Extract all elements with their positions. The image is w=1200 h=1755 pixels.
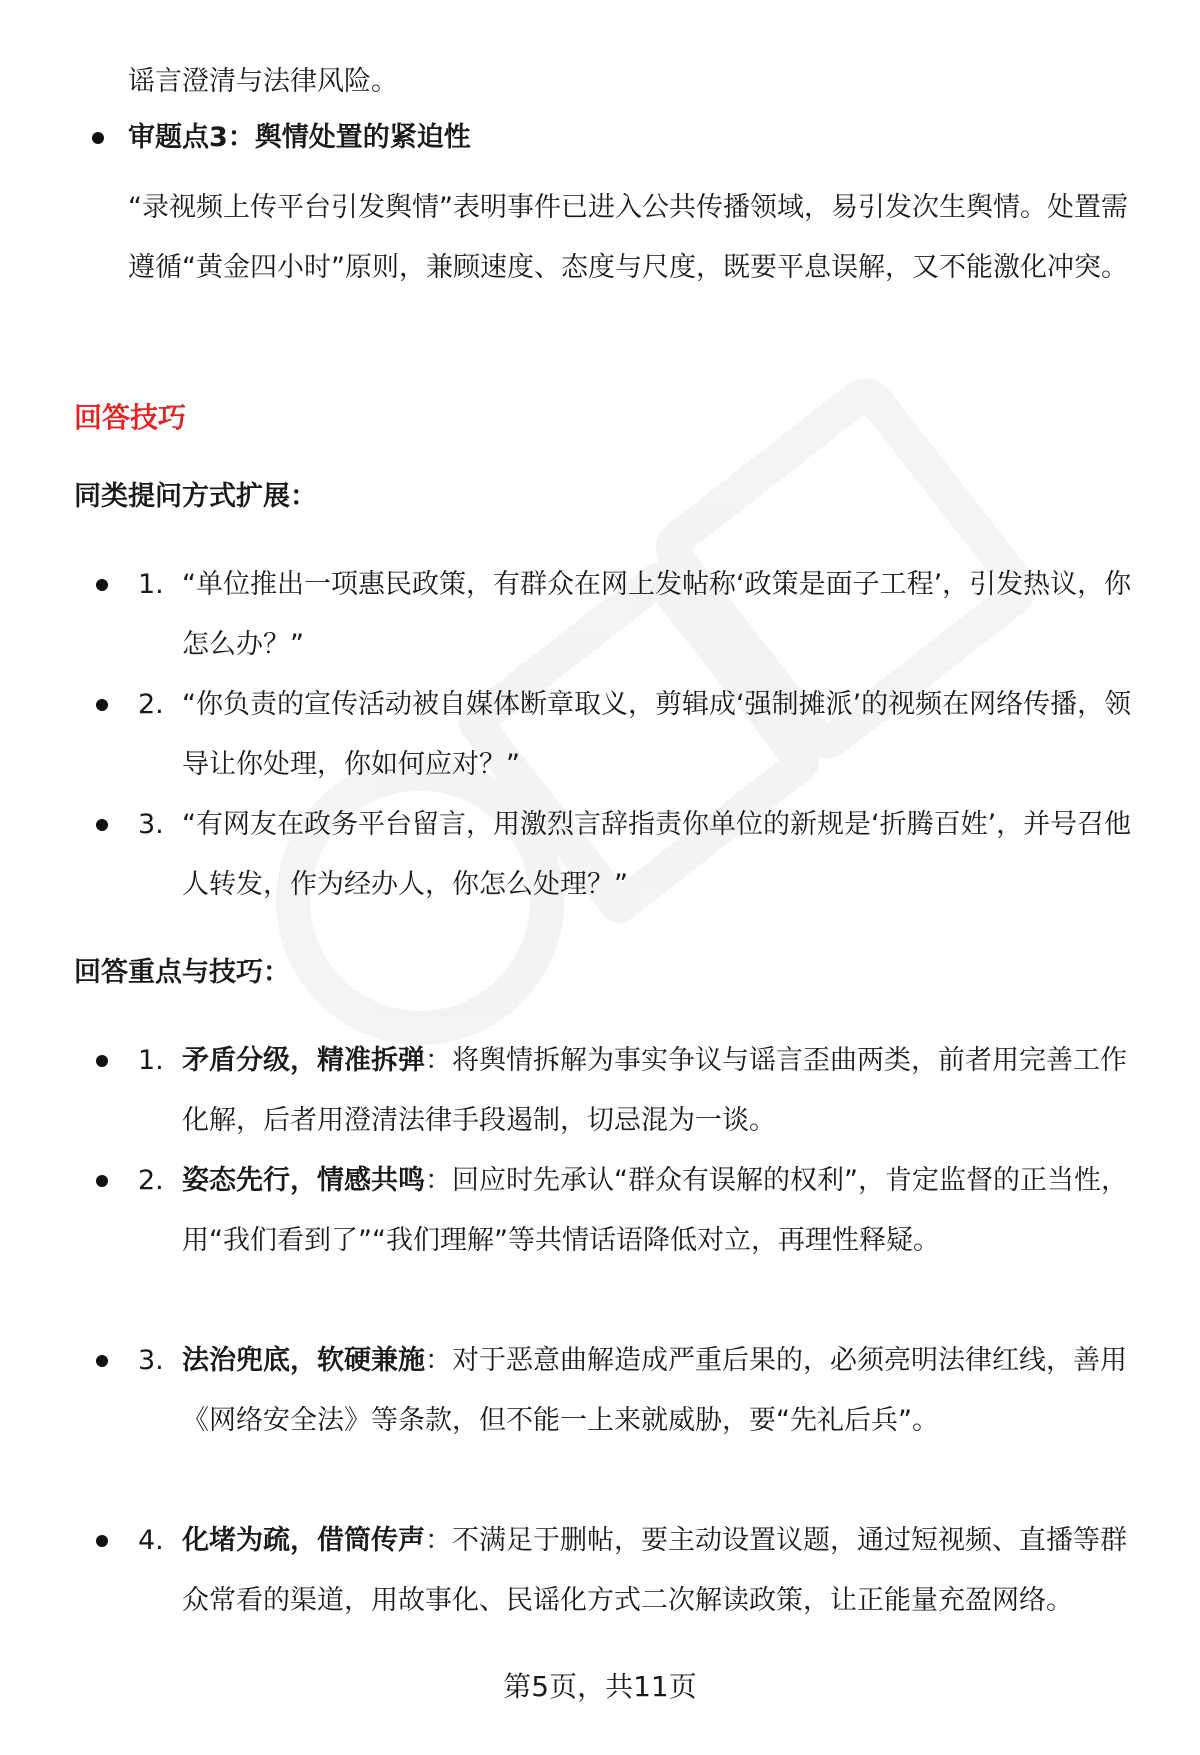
section-title: 回答技巧 [74,401,187,434]
item-text: “你负责的宣传活动被自媒体断章取义，剪辑成‘强制摊派’的视频在网络传播，领导让你处理，你如何应对？” [182,689,1132,780]
item-text: “有网友在政务平台留言，用激烈言辞指责你单位的新规是‘折腾百姓’，并号召他人转发，作为经办人，你怎么处理？” [182,809,1132,900]
item-number: 2. [138,1165,164,1196]
similar-heading: 同类提问方式扩展： [74,481,317,512]
item-text: “单位推出一项惠民政策，有群众在网上发帖称‘政策是面子工程’，引发热议，你怎么办？” [182,569,1132,660]
item-text [182,1331,1142,1451]
item-text [182,1151,1142,1271]
item-rest: ：不满足于删帖，要主动设置议题，通过短视频、直播等群众常看的渠道，用故事化、民谣化方式二次解读政策，让正能量充盈网络。 [182,1525,1127,1616]
bullet-icon [96,1355,108,1367]
key-heading: 回答重点与技巧： [74,957,290,988]
item-bold: 姿态先行，情感共鸣 [182,1165,425,1196]
item-bold: 矛盾分级，精准拆弹 [182,1045,425,1076]
bullet-icon [92,132,104,144]
bullet-icon [96,699,108,711]
item-number: 2. [138,689,164,720]
bullet-icon [96,1175,108,1187]
item-rest: ：回应时先承认“群众有误解的权利”，肯定监督的正当性，用“我们看到了”“我们理解”等共情话语降低对立，再理性释疑。 [182,1165,1128,1256]
item-number: 3. [138,809,164,840]
bullet-icon [96,1535,108,1547]
item-bold: 化堵为疏，借筒传声 [182,1525,425,1556]
item-number: 3. [138,1345,164,1376]
item-rest: ：对于恶意曲解造成严重后果的，必须亮明法律红线，善用《网络安全法》等条款，但不能一上来就威胁，要“先礼后兵”。 [182,1345,1127,1436]
item-text [182,1511,1142,1631]
continued-text: 谣言澄清与法律风险。 [128,66,398,97]
bullet-icon [96,819,108,831]
item-rest: ：将舆情拆解为事实争议与谣言歪曲两类，前者用完善工作化解，后者用澄清法律手段遏制，切忌混为一谈。 [182,1045,1127,1136]
item-text [182,1031,1142,1151]
bullet-icon [96,1055,108,1067]
page-footer: 第5页，共11页 [503,1670,697,1703]
point3-title: 审题点3：舆情处置的紧迫性 [128,122,471,153]
item-bold: 法治兜底，软硬兼施 [182,1345,425,1376]
point3-body: “录视频上传平台引发舆情”表明事件已进入公共传播领域，易引发次生舆情。处置需遵循“黄金四小时”原则，兼顾速度、态度与尺度，既要平息误解，又不能激化冲突。 [128,192,1128,283]
bullet-icon [96,579,108,591]
item-number: 1. [138,569,164,600]
item-number: 1. [138,1045,164,1076]
item-number: 4. [138,1525,164,1556]
